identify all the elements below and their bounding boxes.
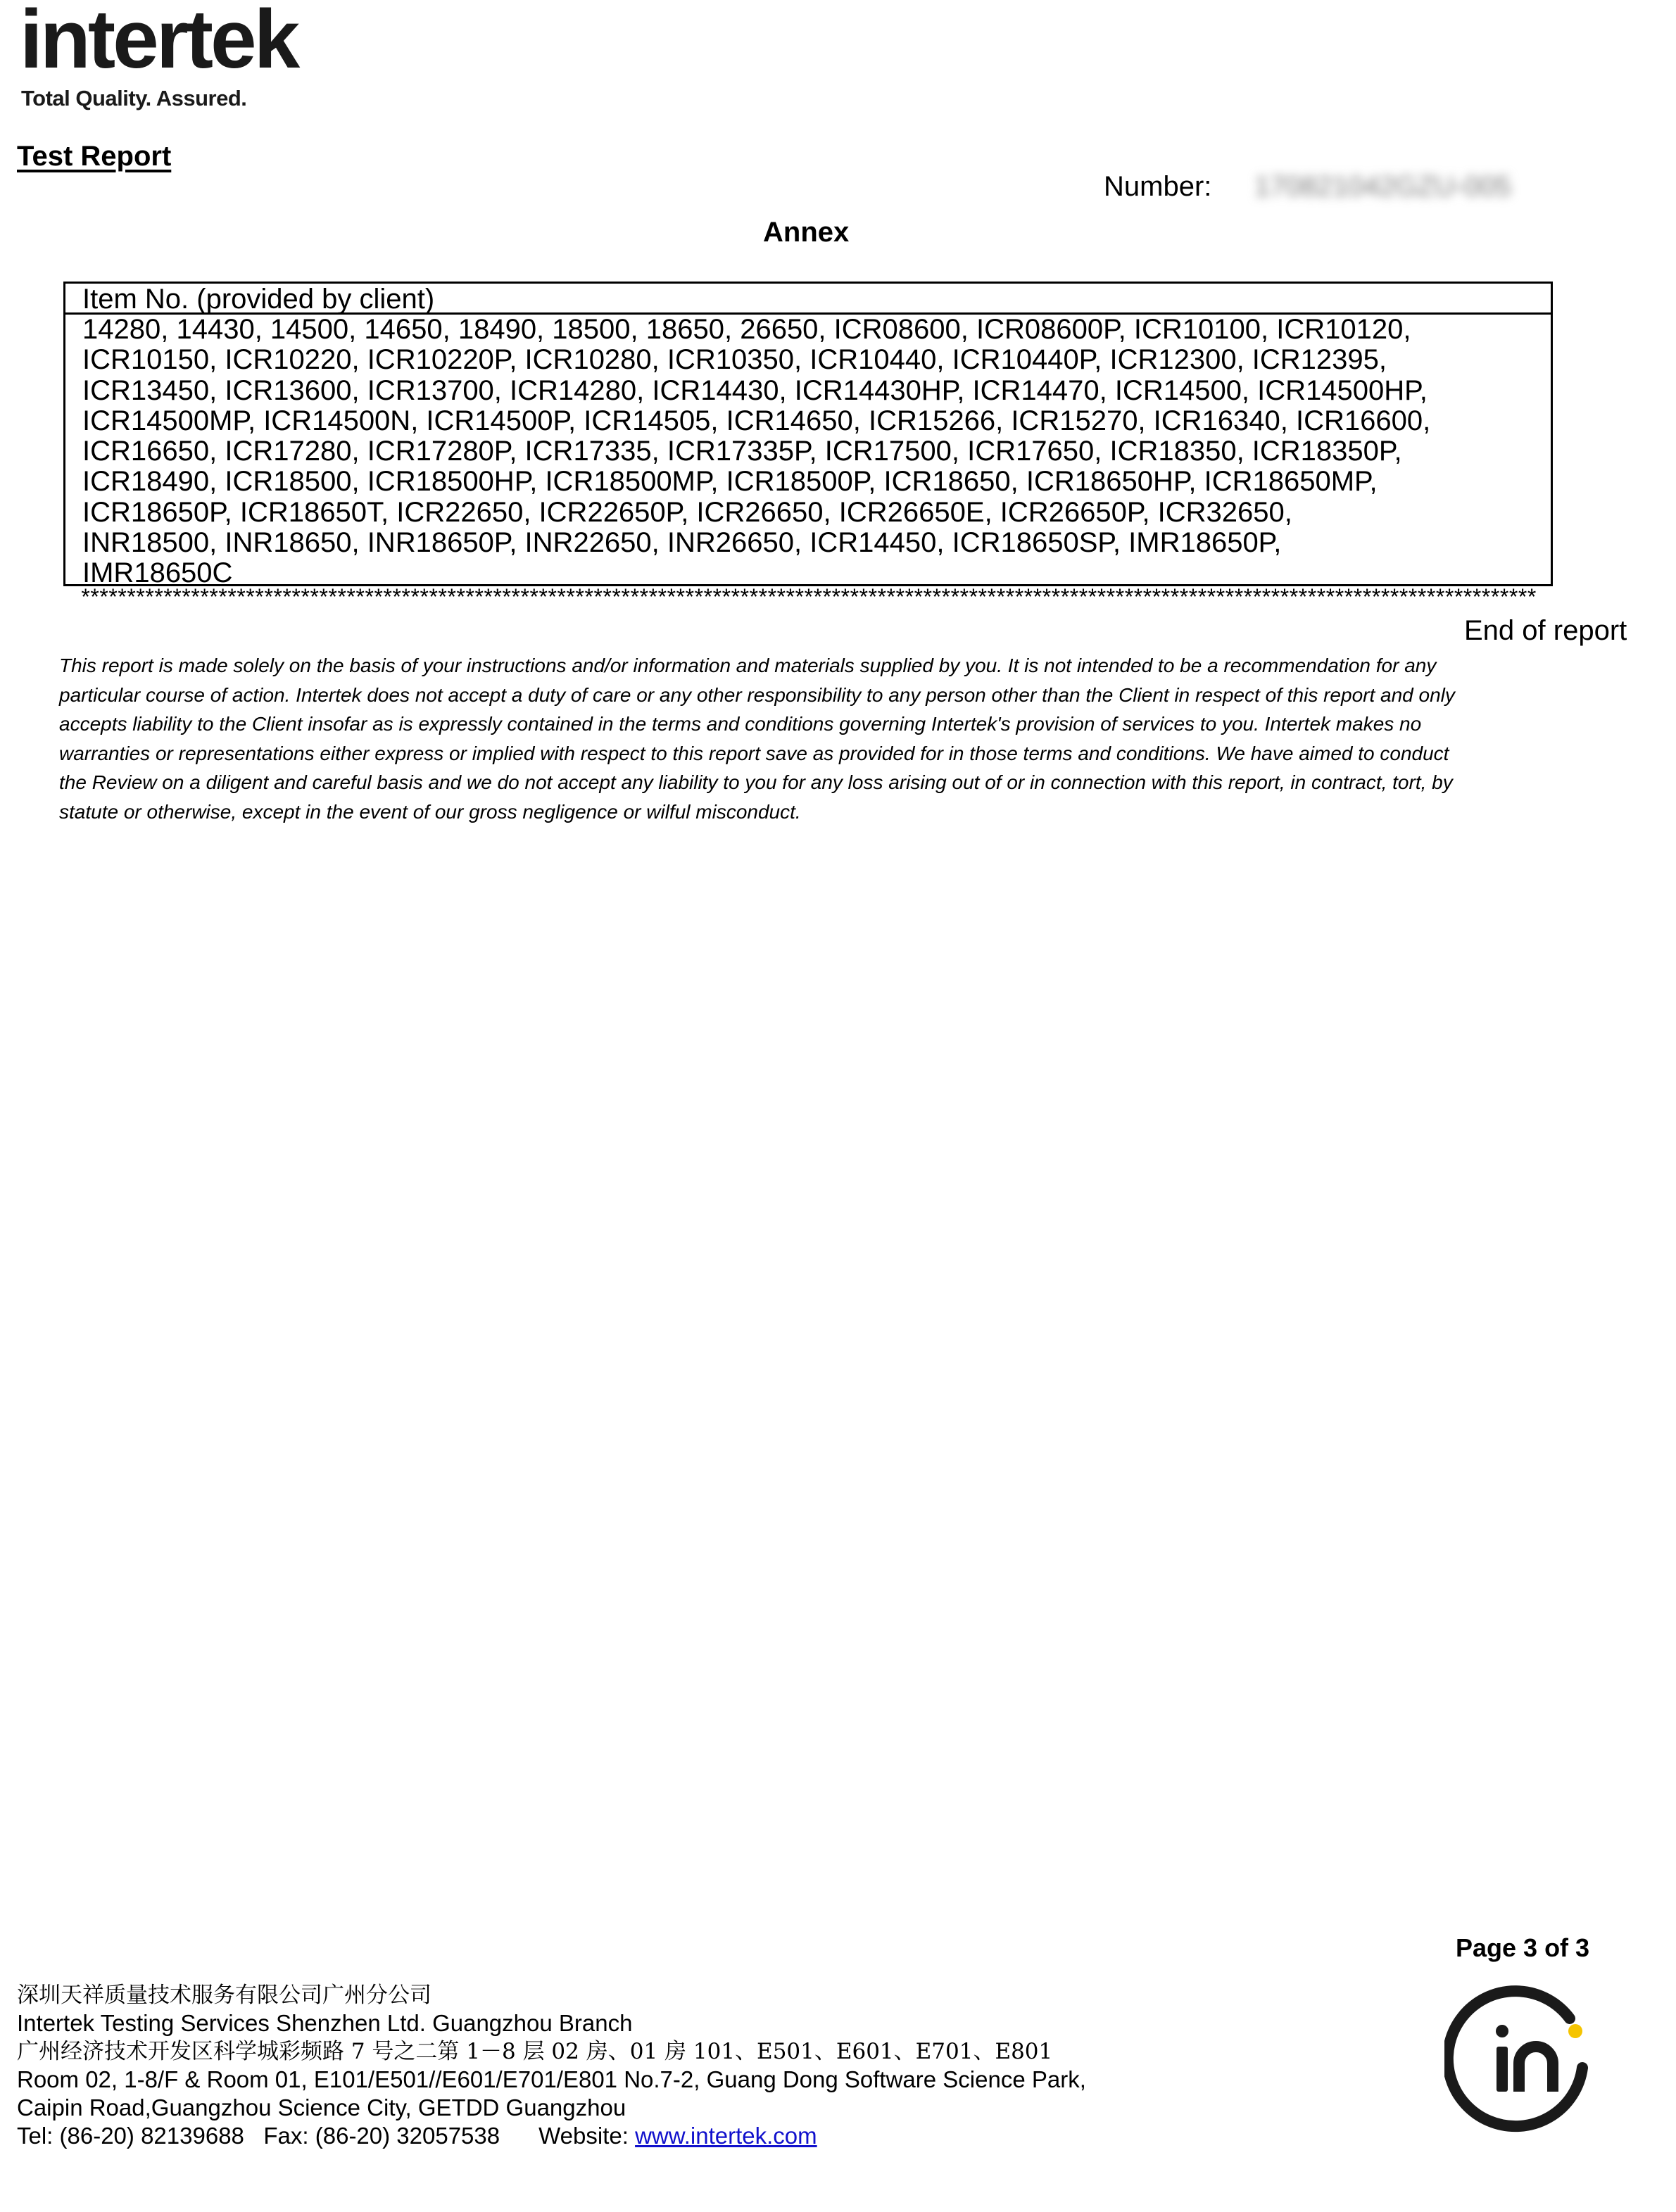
footer-company-english: Intertek Testing Services Shenzhen Ltd. Guangzhou Branch	[17, 2010, 633, 2036]
item-line: ICR13450, ICR13600, ICR13700, ICR14280, ICR14430, ICR14430HP, ICR14470, ICR14500, ICR14500HP,	[82, 374, 1428, 406]
footer-contact-line	[17, 2122, 1086, 2150]
item-line: INR18500, INR18650, INR18650P, INR22650, INR26650, ICR14450, ICR18650SP, IMR18650P,	[82, 527, 1282, 559]
footer-address-chinese: 广州经济技术开发区科学城彩频路 7 号之二第 1－8 层 02 房、01 房 101、E501、E601、E701、E801	[17, 2039, 1053, 2064]
logo-wordmark: intertek	[20, 0, 298, 77]
item-line: ICR18490, ICR18500, ICR18500HP, ICR18500MP, ICR18500P, ICR18650, ICR18650HP, ICR18650MP,	[82, 466, 1378, 498]
report-title: Test Report	[17, 141, 172, 172]
intertek-in-logo-icon	[1444, 1979, 1599, 2134]
item-line: IMR18650C	[82, 557, 233, 589]
disclaimer-line: This report is made solely on the basis of your instructions and/or information and materials supplied by you. It is not intended to be a recommendation for any	[59, 655, 1437, 676]
report-number-value-redacted: 170821042GZU-005	[1254, 171, 1511, 202]
page-indicator: Page 3 of 3	[1456, 1933, 1590, 1962]
separator-line: ***************************************************************************************************************************************************************	[79, 586, 1535, 612]
item-table-body	[65, 314, 1551, 589]
annex-title: Annex	[763, 217, 850, 248]
item-number-table	[63, 282, 1553, 589]
intertek-logo-icon	[20, 0, 372, 77]
disclaimer-line: statute or otherwise, except in the event of our gross negligence or wilful misconduct.	[59, 800, 801, 823]
item-line: ICR10150, ICR10220, ICR10220P, ICR10280, ICR10350, ICR10440, ICR10440P, ICR12300, ICR12395,	[82, 344, 1387, 376]
item-line: 14280, 14430, 14500, 14650, 18490, 18500, 18650, 26650, ICR08600, ICR08600P, ICR10100, ICR10120,	[82, 314, 1411, 345]
disclaimer-line: accepts liability to the Client insofar as is expressly contained in the terms and conditions governing Intertek's provision of services to you. Intertek makes no	[59, 713, 1422, 735]
footer-company-chinese: 深圳天祥质量技术服务有限公司广州分公司	[17, 1983, 431, 2008]
logo-tagline: Total Quality. Assured.	[21, 86, 247, 110]
disclaimer-paragraph	[59, 651, 1580, 827]
item-line: ICR14500MP, ICR14500N, ICR14500P, ICR14505, ICR14650, ICR15266, ICR15270, ICR16340, ICR16600,	[82, 405, 1431, 436]
end-of-report-label: End of report	[1464, 615, 1627, 646]
disclaimer-line: warranties or representations either express or implied with respect to this report save as provided for in those terms and conditions. We have aimed to conduct	[59, 742, 1449, 764]
report-number-label: Number:	[1104, 171, 1212, 202]
intertek-logo	[20, 0, 372, 77]
footer-website-link[interactable]: www.intertek.com	[635, 2123, 817, 2149]
disclaimer-line: the Review on a diligent and careful basis and we do not accept any liability to you for any loss arising out of or in connection with this report, in contract, tort, by	[59, 771, 1453, 794]
item-line: ICR18650P, ICR18650T, ICR22650, ICR22650P, ICR26650, ICR26650E, ICR26650P, ICR32650,	[82, 496, 1292, 528]
disclaimer-line: particular course of action. Intertek does not accept a duty of care or any other responsibility to any person other than the Client in respect of this report and only	[59, 683, 1455, 706]
footer-address-english-2: Caipin Road,Guangzhou Science City, GETDD Guangzhou	[17, 2094, 626, 2121]
footer-contact-text: Tel: (86-20) 82139688 Fax: (86-20) 32057538 Website:	[17, 2123, 636, 2149]
item-line: ICR16650, ICR17280, ICR17280P, ICR17335, ICR17335P, ICR17500, ICR17650, ICR18350, ICR18350P,	[82, 436, 1402, 467]
item-table-header: Item No. (provided by client)	[65, 284, 1551, 315]
footer-address-block	[17, 1981, 1086, 2150]
footer-address-english-1: Room 02, 1-8/F & Room 01, E101/E501//E601/E701/E801 No.7-2, Guang Dong Software Science Park,	[17, 2066, 1086, 2092]
